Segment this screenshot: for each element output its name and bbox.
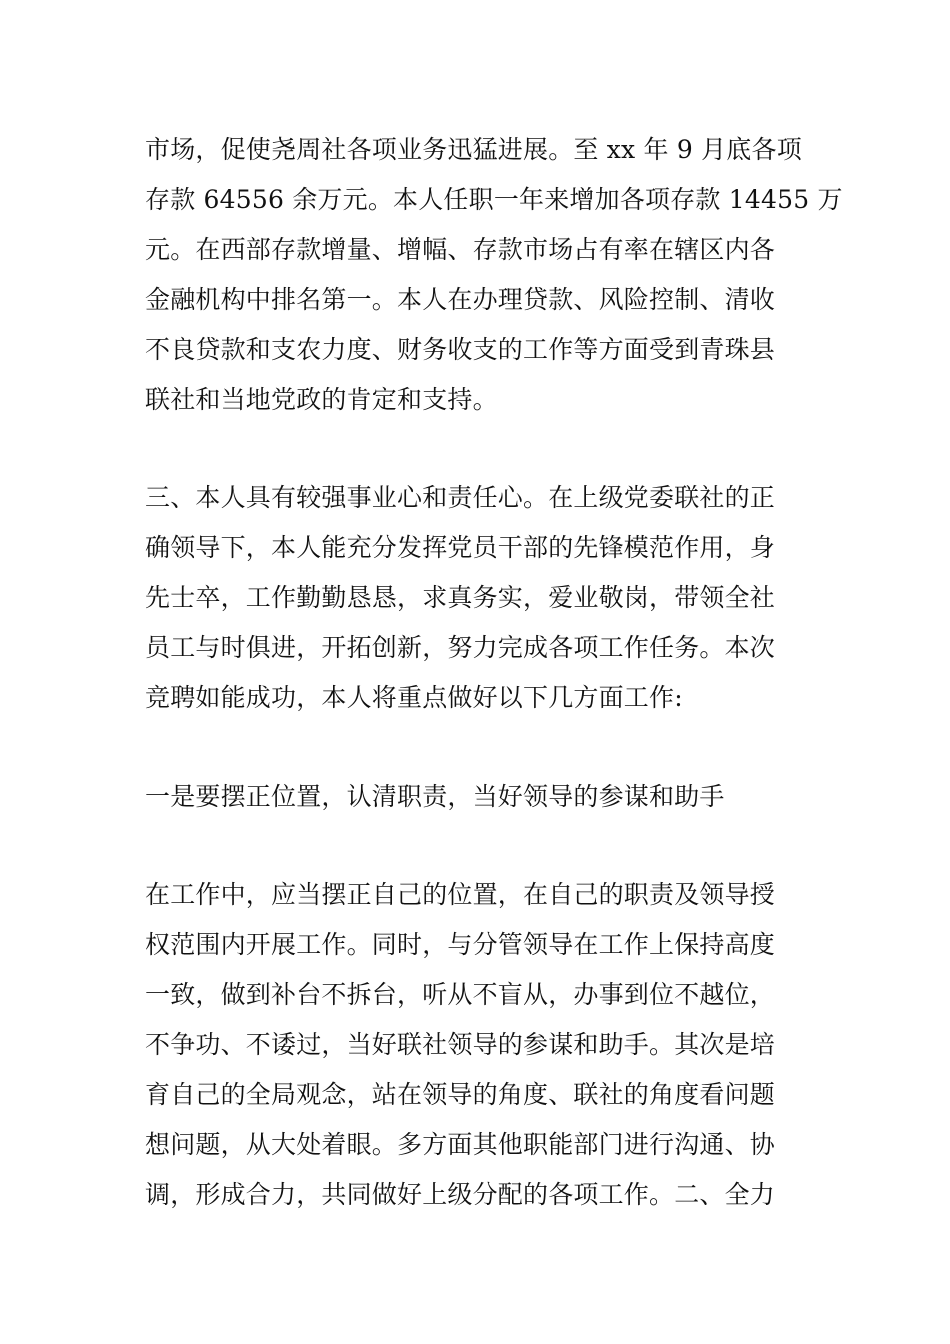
text-line: 金融机构中排名第一。本人在办理贷款、风险控制、清收 <box>145 285 776 314</box>
text-line: 权范围内开展工作。同时，与分管领导在工作上保持高度 <box>145 930 776 959</box>
text-line: 育自己的全局观念，站在领导的角度、联社的角度看问题 <box>145 1080 776 1109</box>
text-line: 三、本人具有较强事业心和责任心。在上级党委联社的正 <box>145 483 776 512</box>
text-line: 调，形成合力，共同做好上级分配的各项工作。二、全力 <box>145 1180 776 1209</box>
text-line: 在工作中，应当摆正自己的位置，在自己的职责及领导授 <box>145 880 776 909</box>
text-line: 不争功、不诿过，当好联社领导的参谋和助手。其次是培 <box>145 1030 776 1059</box>
text-line: 想问题，从大处着眼。多方面其他职能部门进行沟通、协 <box>145 1130 776 1159</box>
section-heading: 一是要摆正位置，认清职责，当好领导的参谋和助手 <box>145 782 725 811</box>
text-line: 确领导下，本人能充分发挥党员干部的先锋模范作用，身 <box>145 533 776 562</box>
text-line: 存款 64556 余万元。本人任职一年来增加各项存款 14455 万 <box>145 185 843 214</box>
text-line: 联社和当地党政的肯定和支持。 <box>145 385 498 414</box>
text-line: 元。在西部存款增量、增幅、存款市场占有率在辖区内各 <box>145 235 776 264</box>
text-line: 不良贷款和支农力度、财务收支的工作等方面受到青珠县 <box>145 335 776 364</box>
text-line: 市场，促使尧周社各项业务迅猛进展。至 xx 年 9 月底各项 <box>145 135 802 164</box>
text-line: 一致，做到补台不拆台，听从不盲从，办事到位不越位， <box>145 980 776 1009</box>
text-line: 员工与时俱进，开拓创新，努力完成各项工作任务。本次 <box>145 633 776 662</box>
text-line: 竞聘如能成功，本人将重点做好以下几方面工作: <box>145 683 683 712</box>
text-line: 先士卒，工作勤勤恳恳，求真务实，爱业敬岗，带领全社 <box>145 583 776 612</box>
